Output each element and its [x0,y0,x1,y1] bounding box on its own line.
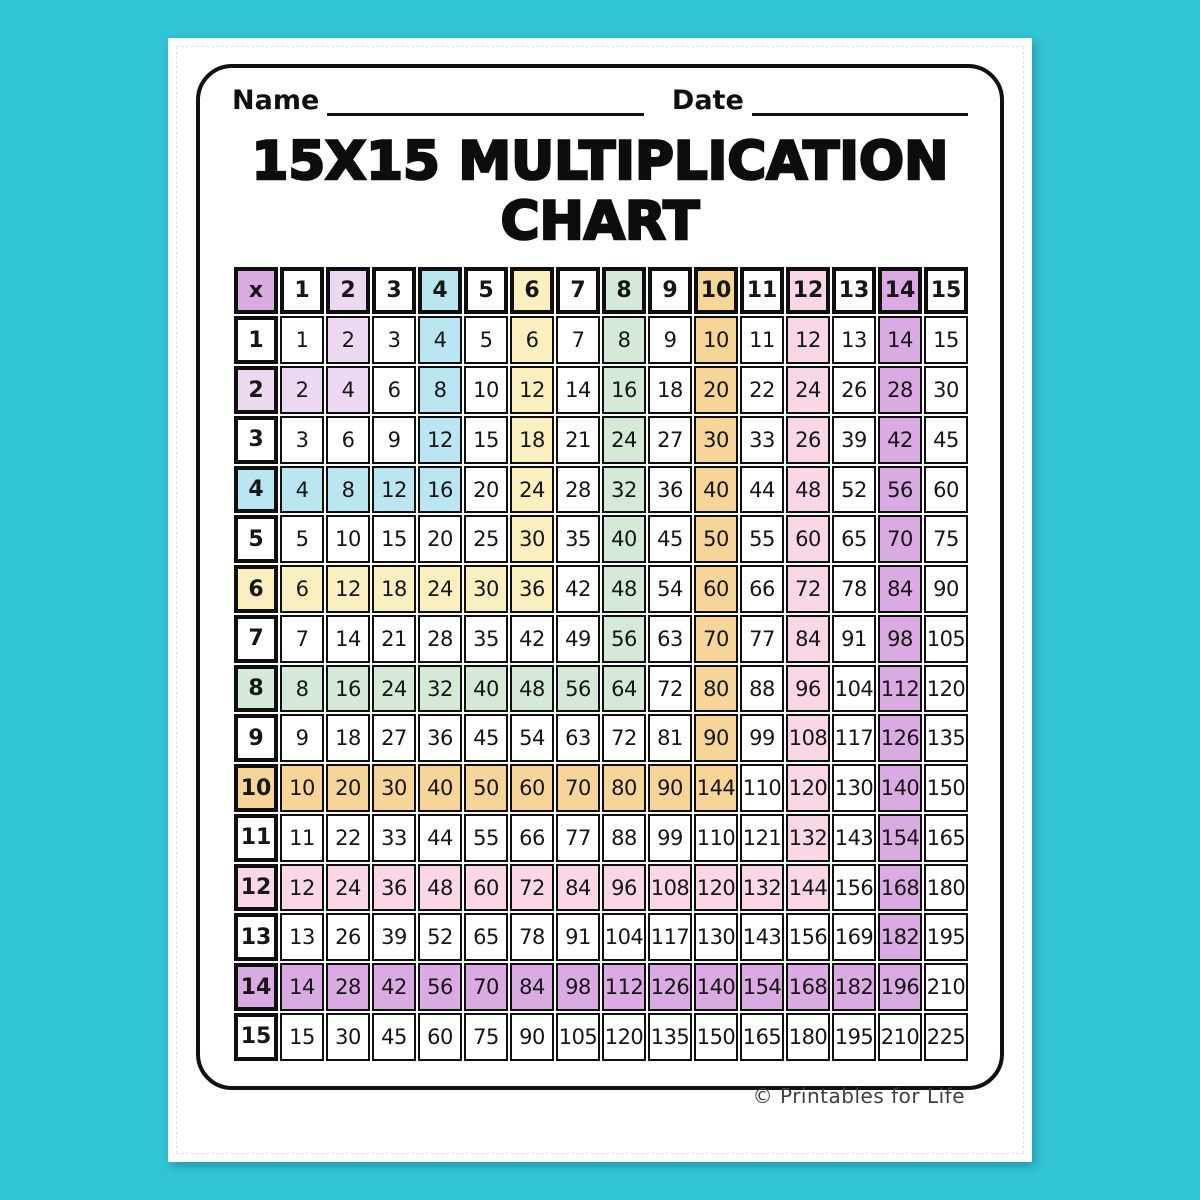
cell-10x3: 30 [372,764,416,812]
cell-5x4: 20 [418,515,462,563]
cell-6x4: 24 [418,565,462,613]
cell-14x7: 98 [556,963,600,1011]
cell-11x9: 99 [648,814,692,862]
cell-8x15: 120 [924,665,968,713]
cell-5x1: 5 [280,515,324,563]
cell-7x6: 42 [510,615,554,663]
cell-1x15: 15 [924,316,968,364]
cell-5x7: 35 [556,515,600,563]
cell-2x11: 22 [740,366,784,414]
row-header-7: 7 [234,615,278,663]
cell-4x5: 20 [464,466,508,514]
cell-6x1: 6 [280,565,324,613]
cell-6x12: 72 [786,565,830,613]
cell-3x13: 39 [832,416,876,464]
cell-13x14: 182 [878,913,922,961]
cell-8x14: 112 [878,665,922,713]
cell-7x4: 28 [418,615,462,663]
cell-9x9: 81 [648,714,692,762]
table-row-3 [234,416,968,464]
cell-3x9: 27 [648,416,692,464]
title-line-2: CHART [500,190,700,252]
cell-2x7: 14 [556,366,600,414]
cell-12x7: 84 [556,864,600,912]
cell-5x9: 45 [648,515,692,563]
cell-14x10: 140 [694,963,738,1011]
col-header-9: 9 [648,267,692,315]
cell-4x3: 12 [372,466,416,514]
cell-3x10: 30 [694,416,738,464]
cell-12x15: 180 [924,864,968,912]
cell-2x14: 28 [878,366,922,414]
cell-3x1: 3 [280,416,324,464]
cell-11x4: 44 [418,814,462,862]
cell-2x1: 2 [280,366,324,414]
cell-3x15: 45 [924,416,968,464]
table-row-14 [234,963,968,1011]
cell-9x13: 117 [832,714,876,762]
cell-11x1: 11 [280,814,324,862]
col-header-4: 4 [418,267,462,315]
cell-5x10: 50 [694,515,738,563]
cell-13x1: 13 [280,913,324,961]
cell-8x5: 40 [464,665,508,713]
cell-4x4: 16 [418,466,462,514]
row-header-12: 12 [234,864,278,912]
cell-8x13: 104 [832,665,876,713]
cell-2x3: 6 [372,366,416,414]
cell-9x8: 72 [602,714,646,762]
cell-6x11: 66 [740,565,784,613]
cell-2x4: 8 [418,366,462,414]
cell-14x3: 42 [372,963,416,1011]
cell-13x8: 104 [602,913,646,961]
name-date-row [232,86,968,116]
cell-11x6: 66 [510,814,554,862]
cell-13x11: 143 [740,913,784,961]
cell-10x12: 120 [786,764,830,812]
cell-12x10: 120 [694,864,738,912]
cell-8x10: 80 [694,665,738,713]
cell-10x8: 80 [602,764,646,812]
cell-1x9: 9 [648,316,692,364]
cell-12x8: 96 [602,864,646,912]
cell-7x2: 14 [326,615,370,663]
cell-10x2: 20 [326,764,370,812]
cell-3x5: 15 [464,416,508,464]
cell-14x11: 154 [740,963,784,1011]
cell-7x8: 56 [602,615,646,663]
row-header-10: 10 [234,764,278,812]
table-row-9 [234,714,968,762]
col-header-13: 13 [832,267,876,315]
table-row-15 [234,1013,968,1061]
cell-9x11: 99 [740,714,784,762]
cell-5x8: 40 [602,515,646,563]
table-row-8 [234,665,968,713]
cell-2x12: 24 [786,366,830,414]
row-header-8: 8 [234,665,278,713]
cell-3x2: 6 [326,416,370,464]
row-header-11: 11 [234,814,278,862]
cell-3x7: 21 [556,416,600,464]
multiplication-table [232,265,970,1063]
cell-6x7: 42 [556,565,600,613]
cell-15x11: 165 [740,1013,784,1061]
cell-15x15: 225 [924,1013,968,1061]
table-row-13 [234,913,968,961]
cell-7x10: 70 [694,615,738,663]
cell-5x12: 60 [786,515,830,563]
row-header-2: 2 [234,366,278,414]
title-line-1: 15X15 MULTIPLICATION [251,130,949,192]
table-row-10 [234,764,968,812]
cell-10x13: 130 [832,764,876,812]
cell-10x10: 144 [694,764,738,812]
cell-10x4: 40 [418,764,462,812]
cell-3x3: 9 [372,416,416,464]
cell-2x15: 30 [924,366,968,414]
cell-12x6: 72 [510,864,554,912]
cell-11x13: 143 [832,814,876,862]
cell-6x6: 36 [510,565,554,613]
cell-14x12: 168 [786,963,830,1011]
cell-9x14: 126 [878,714,922,762]
cell-14x1: 14 [280,963,324,1011]
cell-9x4: 36 [418,714,462,762]
cell-2x9: 18 [648,366,692,414]
cell-7x14: 98 [878,615,922,663]
cell-12x14: 168 [878,864,922,912]
cell-12x3: 36 [372,864,416,912]
cell-11x14: 154 [878,814,922,862]
cell-1x14: 14 [878,316,922,364]
cell-4x2: 8 [326,466,370,514]
cell-7x1: 7 [280,615,324,663]
table-row-7 [234,615,968,663]
cell-4x7: 28 [556,466,600,514]
cell-10x9: 90 [648,764,692,812]
cell-5x14: 70 [878,515,922,563]
cell-9x12: 108 [786,714,830,762]
cell-1x3: 3 [372,316,416,364]
col-header-8: 8 [602,267,646,315]
cell-7x12: 84 [786,615,830,663]
cell-14x14: 196 [878,963,922,1011]
cell-3x4: 12 [418,416,462,464]
col-header-10: 10 [694,267,738,315]
cell-13x3: 39 [372,913,416,961]
cell-13x5: 65 [464,913,508,961]
table-row-2 [234,366,968,414]
cell-6x2: 12 [326,565,370,613]
col-header-11: 11 [740,267,784,315]
cell-8x1: 8 [280,665,324,713]
cell-2x2: 4 [326,366,370,414]
col-header-15: 15 [924,267,968,315]
cell-8x6: 48 [510,665,554,713]
copyright-footer: © Printables for Life [752,1084,965,1108]
cell-10x11: 110 [740,764,784,812]
cell-11x15: 165 [924,814,968,862]
corner-cell: x [234,267,278,315]
row-header-4: 4 [234,466,278,514]
cell-5x3: 15 [372,515,416,563]
cell-14x8: 112 [602,963,646,1011]
cell-8x7: 56 [556,665,600,713]
row-header-1: 1 [234,316,278,364]
cell-9x1: 9 [280,714,324,762]
cell-12x13: 156 [832,864,876,912]
date-label: Date [671,85,744,116]
cell-12x11: 132 [740,864,784,912]
col-header-7: 7 [556,267,600,315]
cell-14x9: 126 [648,963,692,1011]
cell-12x2: 24 [326,864,370,912]
cell-1x2: 2 [326,316,370,364]
cell-12x5: 60 [464,864,508,912]
cell-10x15: 150 [924,764,968,812]
cell-6x9: 54 [648,565,692,613]
date-input-line[interactable] [752,87,968,116]
cell-5x2: 10 [326,515,370,563]
col-header-2: 2 [326,267,370,315]
cell-5x5: 25 [464,515,508,563]
cell-14x15: 210 [924,963,968,1011]
cell-1x6: 6 [510,316,554,364]
cell-2x13: 26 [832,366,876,414]
cell-14x2: 28 [326,963,370,1011]
cell-15x4: 60 [418,1013,462,1061]
cell-8x11: 88 [740,665,784,713]
cell-8x8: 64 [602,665,646,713]
cell-13x12: 156 [786,913,830,961]
cell-11x7: 77 [556,814,600,862]
cell-6x15: 90 [924,565,968,613]
cell-8x12: 96 [786,665,830,713]
cell-11x3: 33 [372,814,416,862]
cell-7x11: 77 [740,615,784,663]
cell-13x13: 169 [832,913,876,961]
table-row-11 [234,814,968,862]
cell-12x12: 144 [786,864,830,912]
cell-12x9: 108 [648,864,692,912]
cell-13x4: 52 [418,913,462,961]
cell-2x6: 12 [510,366,554,414]
cell-5x15: 75 [924,515,968,563]
cell-4x8: 32 [602,466,646,514]
cell-2x10: 20 [694,366,738,414]
cell-4x12: 48 [786,466,830,514]
cell-12x1: 12 [280,864,324,912]
cell-15x7: 105 [556,1013,600,1061]
cell-9x7: 63 [556,714,600,762]
col-header-12: 12 [786,267,830,315]
cell-15x1: 15 [280,1013,324,1061]
cell-13x6: 78 [510,913,554,961]
cell-10x7: 70 [556,764,600,812]
cell-8x3: 24 [372,665,416,713]
cell-4x9: 36 [648,466,692,514]
table-row-12 [234,864,968,912]
cell-6x5: 30 [464,565,508,613]
cell-3x14: 42 [878,416,922,464]
cell-1x7: 7 [556,316,600,364]
cell-7x13: 91 [832,615,876,663]
cell-13x2: 26 [326,913,370,961]
cell-6x8: 48 [602,565,646,613]
cell-15x6: 90 [510,1013,554,1061]
table-header-row [234,267,968,315]
cell-1x10: 10 [694,316,738,364]
cell-4x6: 24 [510,466,554,514]
row-header-15: 15 [234,1013,278,1061]
cell-9x15: 135 [924,714,968,762]
cell-14x4: 56 [418,963,462,1011]
cell-13x7: 91 [556,913,600,961]
name-label: Name [232,85,320,116]
cell-3x8: 24 [602,416,646,464]
cell-9x6: 54 [510,714,554,762]
cell-1x1: 1 [280,316,324,364]
cell-10x14: 140 [878,764,922,812]
cell-3x6: 18 [510,416,554,464]
table-row-1 [234,316,968,364]
cell-7x5: 35 [464,615,508,663]
cell-4x11: 44 [740,466,784,514]
cell-7x9: 63 [648,615,692,663]
col-header-1: 1 [280,267,324,315]
cell-15x3: 45 [372,1013,416,1061]
cell-13x15: 195 [924,913,968,961]
cell-12x4: 48 [418,864,462,912]
cell-11x2: 22 [326,814,370,862]
cell-9x2: 18 [326,714,370,762]
row-header-6: 6 [234,565,278,613]
cell-1x5: 5 [464,316,508,364]
cell-2x5: 10 [464,366,508,414]
cell-11x8: 88 [602,814,646,862]
cell-15x9: 135 [648,1013,692,1061]
cell-14x5: 70 [464,963,508,1011]
cell-6x10: 60 [694,565,738,613]
col-header-5: 5 [464,267,508,315]
cell-11x12: 132 [786,814,830,862]
row-header-9: 9 [234,714,278,762]
cell-8x2: 16 [326,665,370,713]
cell-14x6: 84 [510,963,554,1011]
cell-3x11: 33 [740,416,784,464]
cell-4x15: 60 [924,466,968,514]
cell-4x14: 56 [878,466,922,514]
cell-15x5: 75 [464,1013,508,1061]
cell-15x8: 120 [602,1013,646,1061]
worksheet-page [168,38,1032,1162]
cell-3x12: 26 [786,416,830,464]
cell-9x3: 27 [372,714,416,762]
cell-5x6: 30 [510,515,554,563]
cell-4x13: 52 [832,466,876,514]
cell-1x11: 11 [740,316,784,364]
cell-9x5: 45 [464,714,508,762]
row-header-3: 3 [234,416,278,464]
table-row-4 [234,466,968,514]
cell-11x10: 110 [694,814,738,862]
cell-6x13: 78 [832,565,876,613]
cell-6x3: 18 [372,565,416,613]
col-header-3: 3 [372,267,416,315]
cell-10x5: 50 [464,764,508,812]
row-header-14: 14 [234,963,278,1011]
cell-15x10: 150 [694,1013,738,1061]
col-header-14: 14 [878,267,922,315]
cell-15x12: 180 [786,1013,830,1061]
cell-10x1: 10 [280,764,324,812]
cell-4x1: 4 [280,466,324,514]
row-header-13: 13 [234,913,278,961]
cell-1x12: 12 [786,316,830,364]
row-header-5: 5 [234,515,278,563]
cell-6x14: 84 [878,565,922,613]
cell-13x9: 117 [648,913,692,961]
cell-10x6: 60 [510,764,554,812]
worksheet-border-frame [196,64,1004,1090]
page-title [232,132,968,252]
cell-7x7: 49 [556,615,600,663]
table-row-6 [234,565,968,613]
cell-14x13: 182 [832,963,876,1011]
col-header-6: 6 [510,267,554,315]
cell-15x2: 30 [326,1013,370,1061]
cell-7x3: 21 [372,615,416,663]
cell-15x13: 195 [832,1013,876,1061]
cell-1x13: 13 [832,316,876,364]
cell-1x4: 4 [418,316,462,364]
name-input-line[interactable] [327,87,644,116]
cell-2x8: 16 [602,366,646,414]
cell-5x13: 65 [832,515,876,563]
cell-8x4: 32 [418,665,462,713]
cell-4x10: 40 [694,466,738,514]
cell-13x10: 130 [694,913,738,961]
cell-11x5: 55 [464,814,508,862]
cell-1x8: 8 [602,316,646,364]
table-row-5 [234,515,968,563]
cell-15x14: 210 [878,1013,922,1061]
cell-9x10: 90 [694,714,738,762]
cell-7x15: 105 [924,615,968,663]
cell-8x9: 72 [648,665,692,713]
cell-5x11: 55 [740,515,784,563]
cell-11x11: 121 [740,814,784,862]
